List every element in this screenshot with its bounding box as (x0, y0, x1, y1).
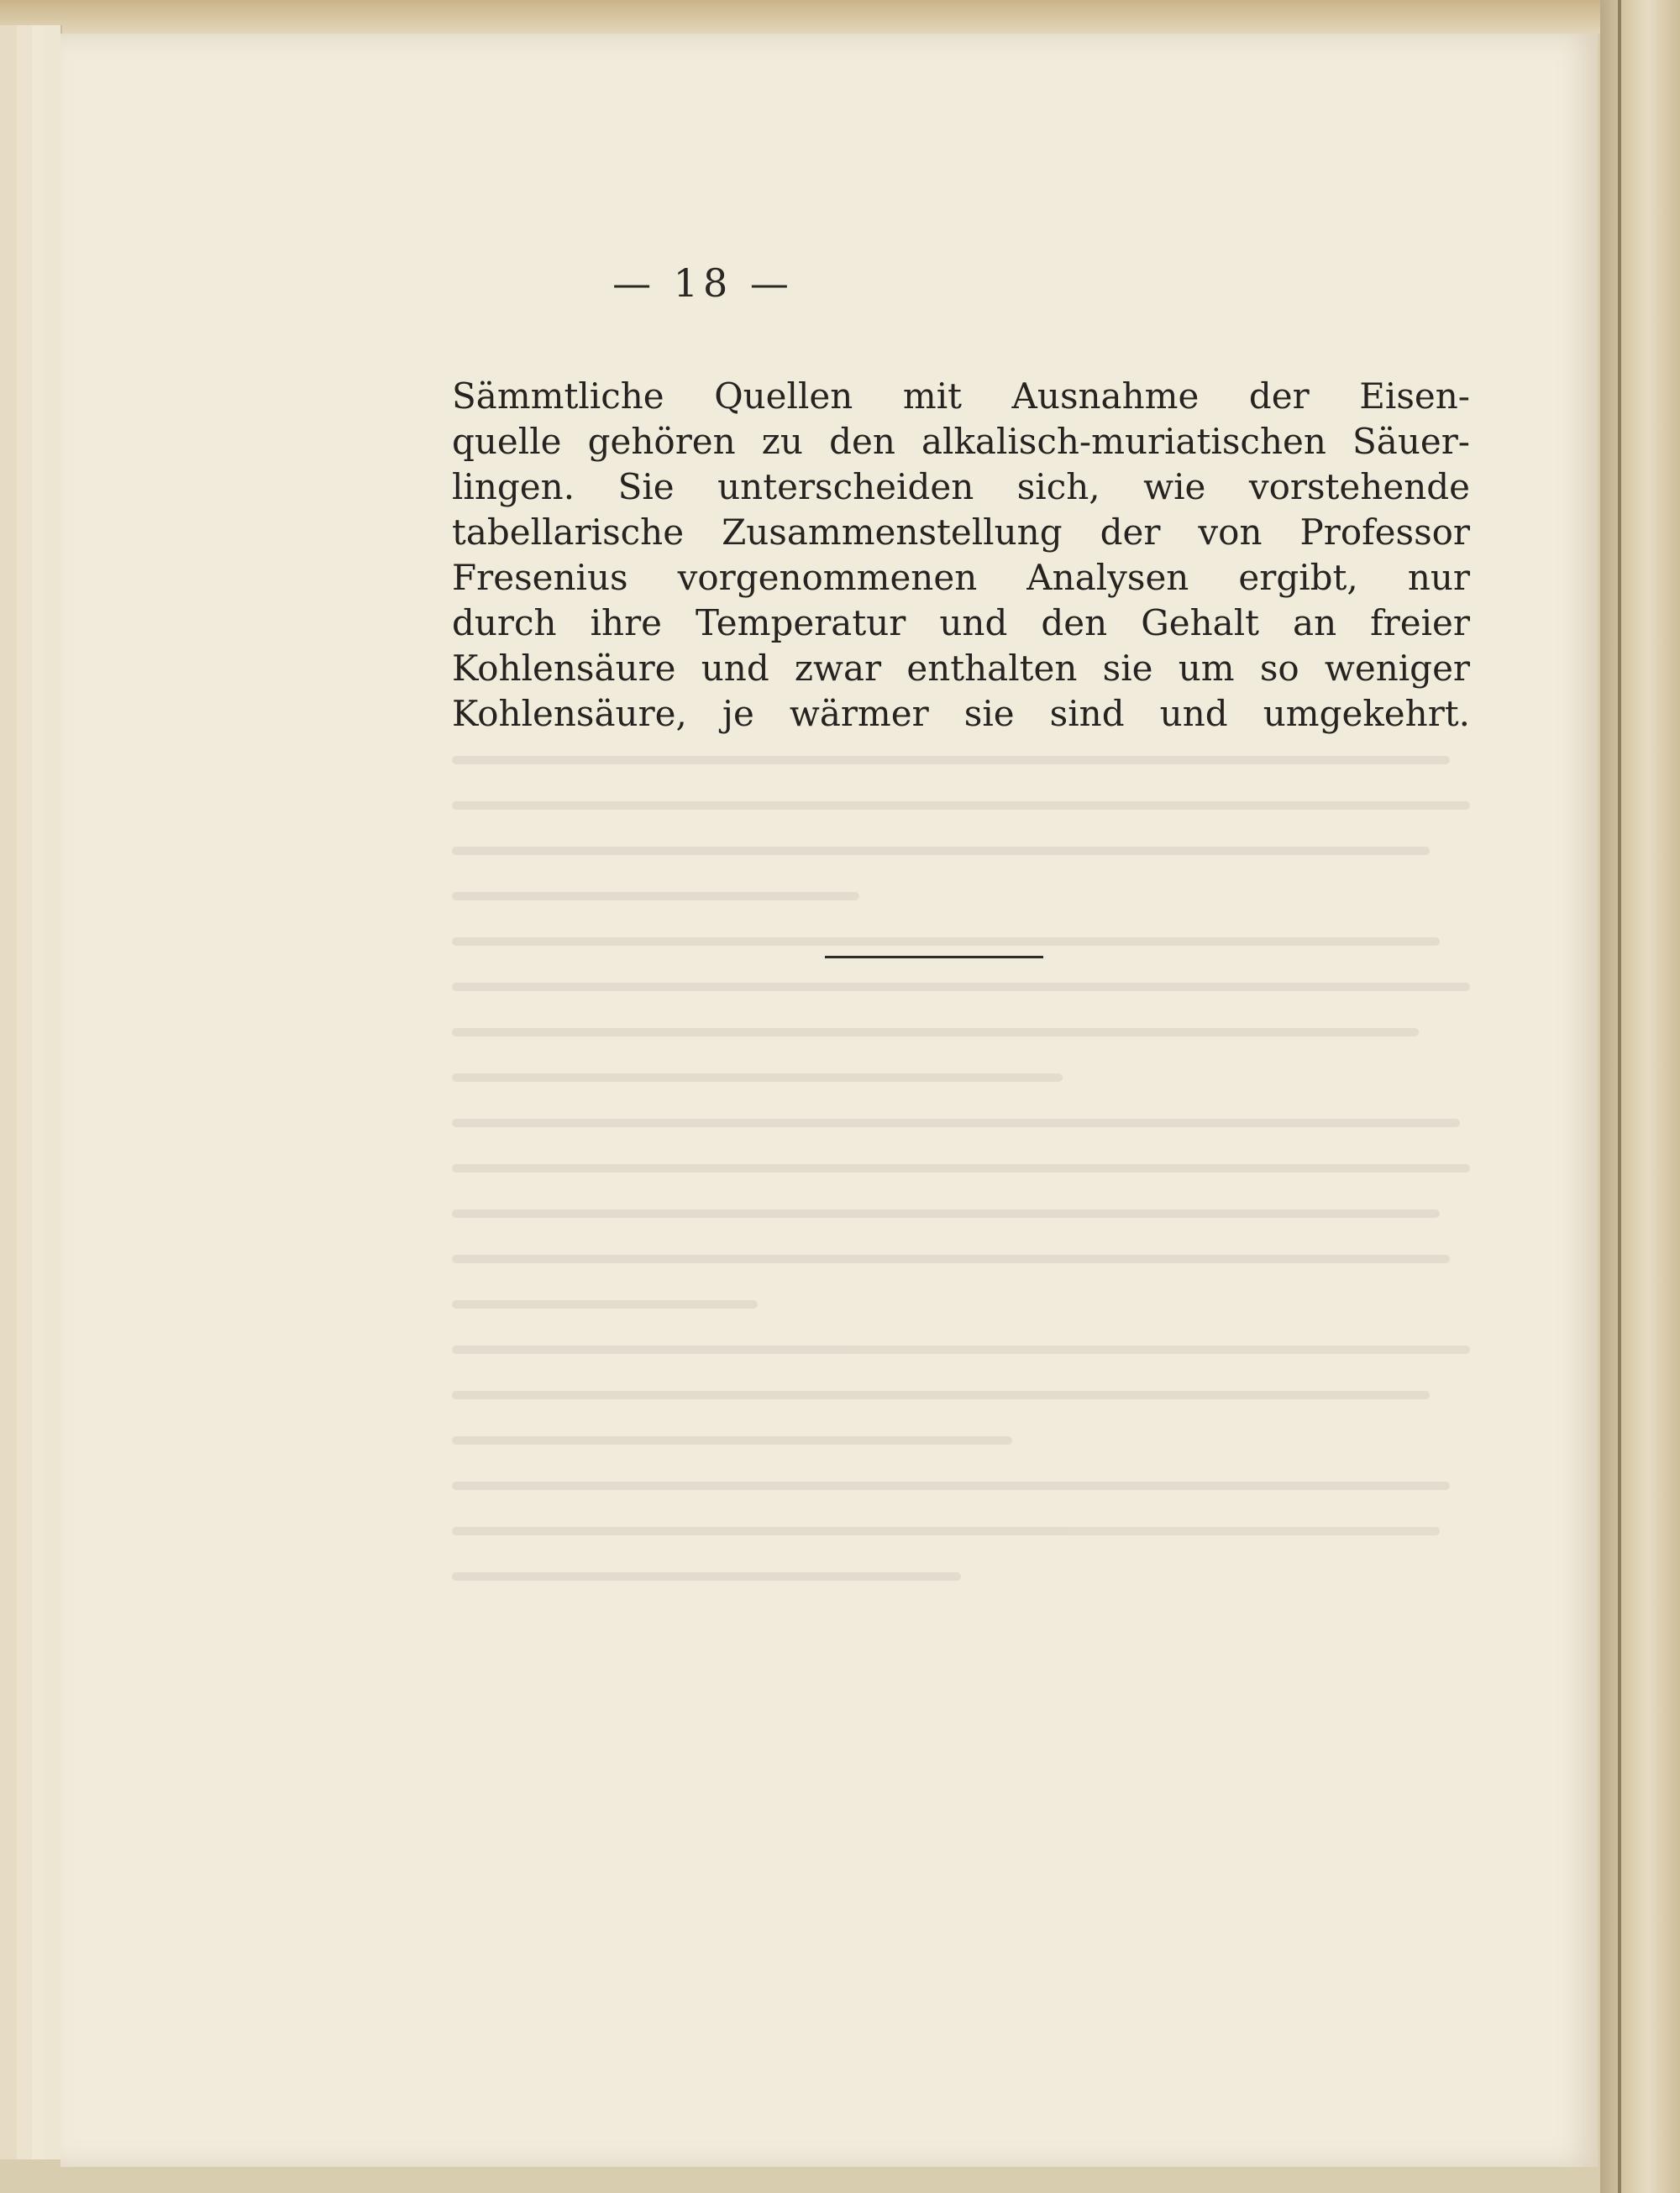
text-line: Kohlensäure und zwar enthalten sie um so weniger (452, 648, 1470, 689)
binding-line (1618, 0, 1621, 2193)
page-edge (0, 25, 18, 2159)
text-line: quelle gehören zu den alkalisch-muriatischen Säuer- (452, 421, 1470, 462)
text-line: lingen. Sie unterscheiden sich, wie vorstehende (452, 466, 1470, 507)
bleed-through (452, 756, 1470, 1680)
text-line: tabellarische Zusammenstellung der von Professor (452, 512, 1470, 553)
book-page (60, 34, 1598, 2167)
page-edge (44, 25, 62, 2159)
text-line: durch ihre Temperatur und den Gehalt an freier (452, 602, 1470, 643)
page-top-strip (0, 0, 1680, 34)
text-line: Sämmtliche Quellen mit Ausnahme der Eisen- (452, 375, 1470, 417)
text-line: Fresenius vorgenommenen Analysen ergibt, nur (452, 557, 1470, 598)
section-rule (825, 956, 1043, 958)
page-edge (17, 25, 34, 2159)
book-gutter (1600, 0, 1680, 2193)
paragraph (452, 374, 1470, 737)
page-number: — 18 — (612, 260, 794, 306)
text-line: Kohlensäure, je wärmer sie sind und umgekehrt. (452, 693, 1470, 734)
